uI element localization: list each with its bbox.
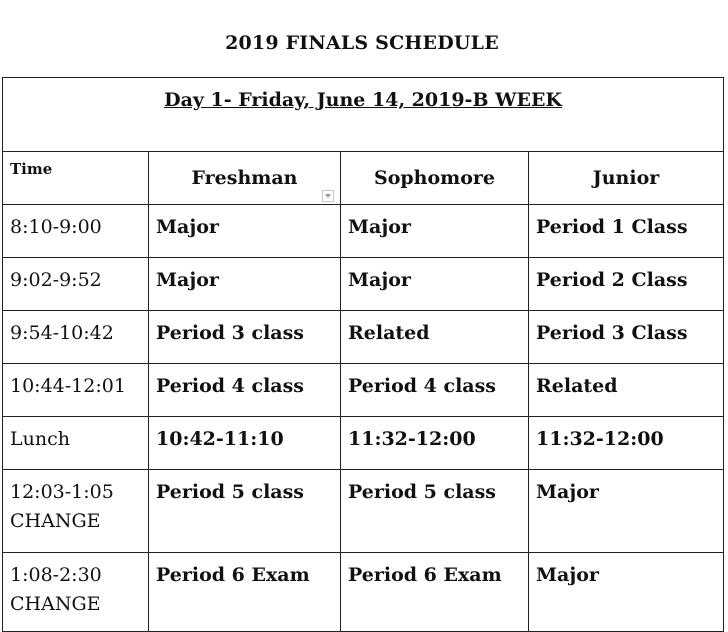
time-cell: 9:54-10:42 bbox=[3, 311, 149, 364]
table-row bbox=[3, 364, 724, 417]
table-row bbox=[3, 417, 724, 470]
freshman-cell: Period 6 Exam bbox=[149, 553, 341, 632]
junior-cell: Related bbox=[529, 364, 724, 417]
sophomore-cell: 11:32-12:00 bbox=[341, 417, 529, 470]
document-title: 2019 FINALS SCHEDULE bbox=[225, 32, 499, 54]
junior-cell: Period 1 Class bbox=[529, 205, 724, 258]
table-row bbox=[3, 470, 724, 553]
sophomore-cell: Related bbox=[341, 311, 529, 364]
column-header-freshman: Freshman bbox=[149, 152, 341, 205]
freshman-cell: 10:42-11:10 bbox=[149, 417, 341, 470]
cell-dropdown-arrow-icon[interactable] bbox=[322, 190, 334, 202]
column-header-time: Time bbox=[3, 152, 149, 205]
freshman-cell: Period 5 class bbox=[149, 470, 341, 553]
day-header-row bbox=[3, 78, 724, 152]
schedule-table bbox=[2, 77, 724, 632]
time-cell: 1:08-2:30 CHANGE bbox=[3, 553, 149, 632]
sophomore-cell: Major bbox=[341, 258, 529, 311]
junior-cell: Period 2 Class bbox=[529, 258, 724, 311]
time-cell: 12:03-1:05 CHANGE bbox=[3, 470, 149, 553]
sophomore-cell: Period 6 Exam bbox=[341, 553, 529, 632]
table-row bbox=[3, 258, 724, 311]
time-cell: 10:44-12:01 bbox=[3, 364, 149, 417]
junior-cell: 11:32-12:00 bbox=[529, 417, 724, 470]
freshman-cell: Major bbox=[149, 205, 341, 258]
junior-cell: Major bbox=[529, 470, 724, 553]
day-header: Day 1- Friday, June 14, 2019-B WEEK bbox=[164, 89, 562, 111]
table-row bbox=[3, 553, 724, 632]
column-header-row bbox=[3, 152, 724, 205]
junior-cell: Period 3 Class bbox=[529, 311, 724, 364]
table-row bbox=[3, 205, 724, 258]
time-cell: 9:02-9:52 bbox=[3, 258, 149, 311]
sophomore-cell: Period 5 class bbox=[341, 470, 529, 553]
freshman-cell: Period 3 class bbox=[149, 311, 341, 364]
sophomore-cell: Period 4 class bbox=[341, 364, 529, 417]
freshman-cell: Major bbox=[149, 258, 341, 311]
day-header-cell bbox=[3, 78, 724, 152]
junior-cell: Major bbox=[529, 553, 724, 632]
time-cell: Lunch bbox=[3, 417, 149, 470]
time-cell: 8:10-9:00 bbox=[3, 205, 149, 258]
freshman-cell: Period 4 class bbox=[149, 364, 341, 417]
sophomore-cell: Major bbox=[341, 205, 529, 258]
column-header-sophomore: Sophomore bbox=[341, 152, 529, 205]
column-header-junior: Junior bbox=[529, 152, 724, 205]
table-row bbox=[3, 311, 724, 364]
